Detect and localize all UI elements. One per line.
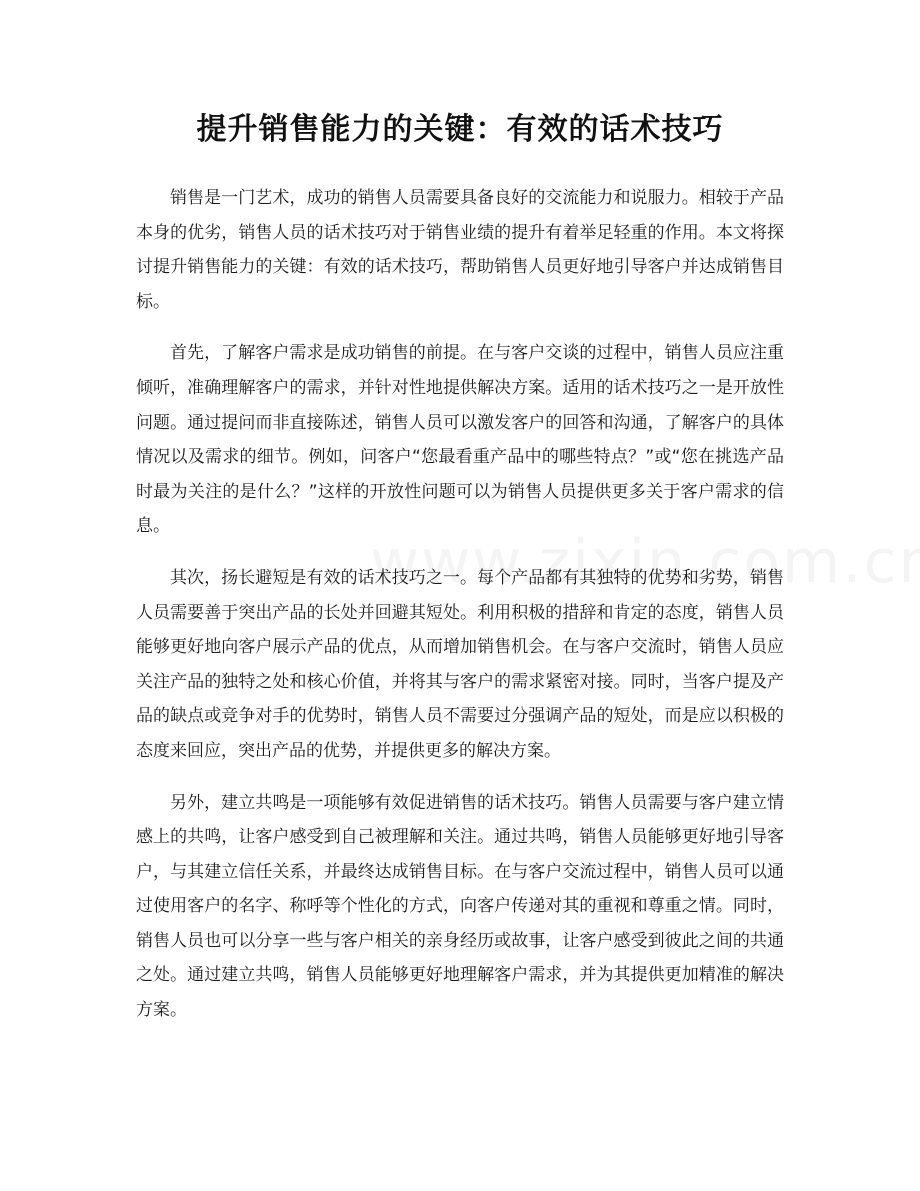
paragraph-strengths: 其次，扬长避短是有效的话术技巧之一。每个产品都有其独特的优势和劣势，销售人员需要善于突出产品的长处并回避其短处。利用积极的措辞和肯定的态度，销售人员能够更好地向客户展示产品的优点，从而增加销售机会。在与客户交流时，销售人员应关注产品的独特之处和核心价值，并将其与客户的需求紧密对接。同时，当客户提及产品的缺点或竞争对手的优势时，销售人员不需要过分强调产品的短处，而是应以积极的态度来回应，突出产品的优势，并提供更多的解决方案。 — [136, 567, 784, 761]
paragraph-empathy: 另外，建立共鸣是一项能够有效促进销售的话术技巧。销售人员需要与客户建立情感上的共鸣，让客户感受到自己被理解和关注。通过共鸣，销售人员能够更好地引导客户，与其建立信任关系，并最终达成销售目标。在与客户交流过程中，销售人员可以通过使用客户的名字、称呼等个性化的方式，向客户传递对其的重视和尊重之情。同时，销售人员也可以分享一些与客户相关的亲身经历或故事，让客户感受到彼此之间的共通之处。通过建立共鸣，销售人员能够更好地理解客户需求，并为其提供更加精准的解决方案。 — [136, 792, 784, 1021]
paragraph-intro: 销售是一门艺术，成功的销售人员需要具备良好的交流能力和说服力。相较于产品本身的优劣，销售人员的话术技巧对于销售业绩的提升有着举足轻重的作用。本文将探讨提升销售能力的关键：有效的话术技巧，帮助销售人员更好地引导客户并达成销售目标。 — [136, 188, 784, 312]
document-title: 提升销售能力的关键：有效的话术技巧 — [196, 112, 724, 147]
paragraph-customer-needs: 首先，了解客户需求是成功销售的前提。在与客户交谈的过程中，销售人员应注重倾听，准确理解客户的需求，并针对性地提供解决方案。适用的话术技巧之一是开放性问题。通过提问而非直接陈述，销售人员可以激发客户的回答和沟通，了解客户的具体情况以及需求的细节。例如，问客户“您最看重产品中的哪些特点？”或“您在挑选产品时最为关注的是什么？”这样的开放性问题可以为销售人员提供更多关于客户需求的信息。 — [136, 343, 784, 537]
document-body — [136, 181, 784, 1045]
